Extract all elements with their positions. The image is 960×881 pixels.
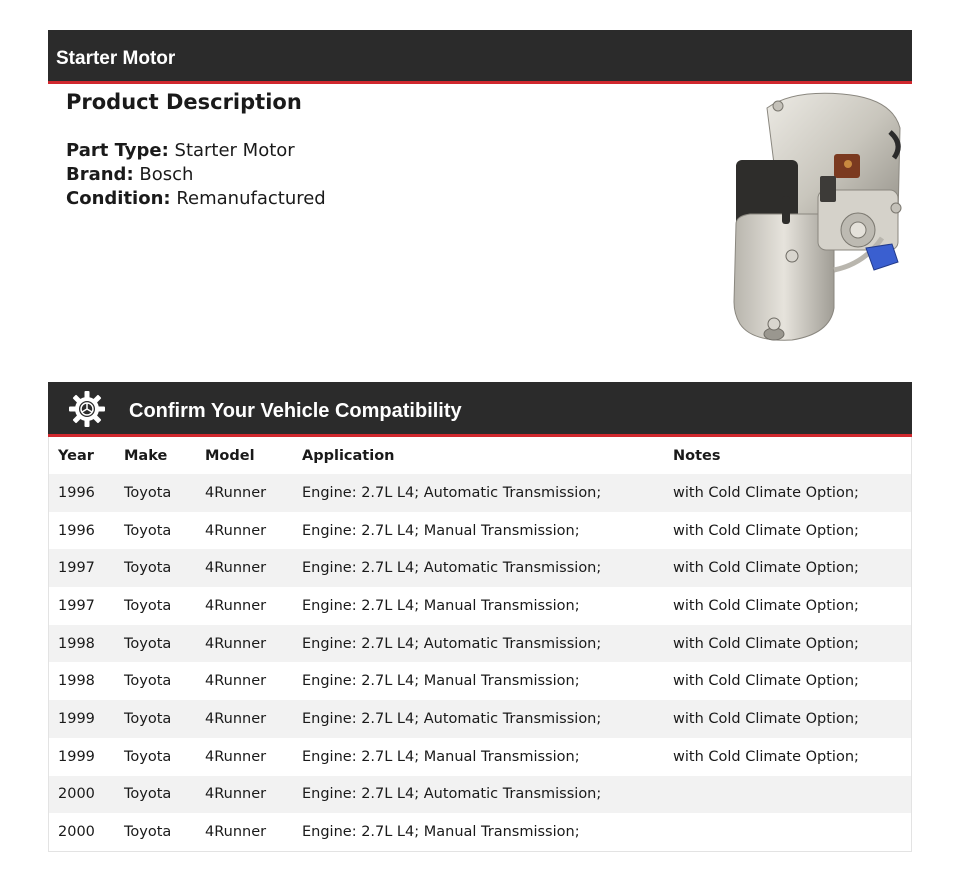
cell-application: Engine: 2.7L L4; Automatic Transmission;	[302, 710, 602, 727]
cell-model: 4Runner	[205, 635, 267, 652]
cell-notes: with Cold Climate Option;	[673, 748, 859, 765]
column-header-application: Application	[302, 447, 395, 464]
cell-model: 4Runner	[205, 484, 267, 501]
cell-notes	[664, 776, 911, 814]
starter-motor-photo	[722, 88, 912, 350]
spec-value: Remanufactured	[176, 188, 326, 209]
cell-year: 1999	[58, 710, 95, 727]
cell-make: Toyota	[124, 786, 172, 803]
cell-make: Toyota	[124, 635, 172, 652]
cell-model: 4Runner	[205, 786, 267, 803]
cell-year: 1996	[58, 484, 95, 501]
cell-year: 1996	[58, 522, 95, 539]
cell-year: 1997	[58, 560, 95, 577]
table-row	[49, 776, 911, 814]
cell-make: Toyota	[124, 560, 172, 577]
cell-model: 4Runner	[205, 560, 267, 577]
cell-notes: with Cold Climate Option;	[673, 597, 859, 614]
cell-notes: with Cold Climate Option;	[673, 560, 859, 577]
column-header-year: Year	[58, 447, 94, 464]
table-header-row	[49, 437, 911, 474]
cell-notes: with Cold Climate Option;	[673, 673, 859, 690]
table-row	[49, 587, 911, 625]
cell-year: 1999	[58, 748, 95, 765]
cell-application: Engine: 2.7L L4; Automatic Transmission;	[302, 484, 602, 501]
cell-notes	[664, 813, 911, 851]
cell-year: 1997	[58, 597, 95, 614]
product-description-heading: Product Description	[66, 90, 302, 114]
cell-application: Engine: 2.7L L4; Automatic Transmission;	[302, 635, 602, 652]
column-header-notes: Notes	[673, 447, 721, 464]
spec-value: Starter Motor	[174, 140, 295, 161]
column-header-make: Make	[124, 447, 168, 464]
spec-label: Brand:	[66, 164, 134, 185]
cell-notes: with Cold Climate Option;	[673, 710, 859, 727]
cell-year: 2000	[58, 786, 95, 803]
gear-icon	[68, 390, 106, 428]
table-row	[49, 738, 911, 776]
cell-application: Engine: 2.7L L4; Automatic Transmission;	[302, 560, 602, 577]
cell-application: Engine: 2.7L L4; Manual Transmission;	[302, 824, 580, 841]
cell-make: Toyota	[124, 710, 172, 727]
section-title: Confirm Your Vehicle Compatibility	[129, 400, 462, 422]
table-row	[49, 474, 911, 512]
table-row	[49, 549, 911, 587]
compatibility-header	[48, 382, 912, 437]
cell-make: Toyota	[124, 597, 172, 614]
cell-application: Engine: 2.7L L4; Manual Transmission;	[302, 522, 580, 539]
cell-application: Engine: 2.7L L4; Manual Transmission;	[302, 597, 580, 614]
cell-application: Engine: 2.7L L4; Manual Transmission;	[302, 673, 580, 690]
spec-label: Condition:	[66, 188, 171, 209]
spec-value: Bosch	[139, 164, 194, 185]
starter-motor-header	[48, 30, 912, 84]
table-row	[49, 512, 911, 550]
spec-brand	[66, 163, 326, 187]
cell-application: Engine: 2.7L L4; Automatic Transmission;	[302, 786, 602, 803]
cell-notes: with Cold Climate Option;	[673, 484, 859, 501]
table-row	[49, 700, 911, 738]
table-row	[49, 625, 911, 663]
cell-notes: with Cold Climate Option;	[673, 635, 859, 652]
cell-application: Engine: 2.7L L4; Manual Transmission;	[302, 748, 580, 765]
cell-make: Toyota	[124, 484, 172, 501]
table-row	[49, 813, 911, 851]
cell-year: 1998	[58, 673, 95, 690]
cell-model: 4Runner	[205, 710, 267, 727]
cell-notes: with Cold Climate Option;	[673, 522, 859, 539]
column-header-model: Model	[205, 447, 255, 464]
cell-year: 2000	[58, 824, 95, 841]
cell-make: Toyota	[124, 748, 172, 765]
cell-model: 4Runner	[205, 597, 267, 614]
compatibility-table	[48, 437, 912, 852]
table-row	[49, 662, 911, 700]
cell-model: 4Runner	[205, 673, 267, 690]
cell-make: Toyota	[124, 673, 172, 690]
section-title: Starter Motor	[56, 48, 176, 69]
cell-model: 4Runner	[205, 824, 267, 841]
spec-condition	[66, 187, 326, 211]
product-specs	[66, 139, 326, 211]
cell-make: Toyota	[124, 824, 172, 841]
cell-model: 4Runner	[205, 748, 267, 765]
spec-part-type	[66, 139, 326, 163]
cell-year: 1998	[58, 635, 95, 652]
cell-model: 4Runner	[205, 522, 267, 539]
spec-label: Part Type:	[66, 140, 169, 161]
cell-make: Toyota	[124, 522, 172, 539]
